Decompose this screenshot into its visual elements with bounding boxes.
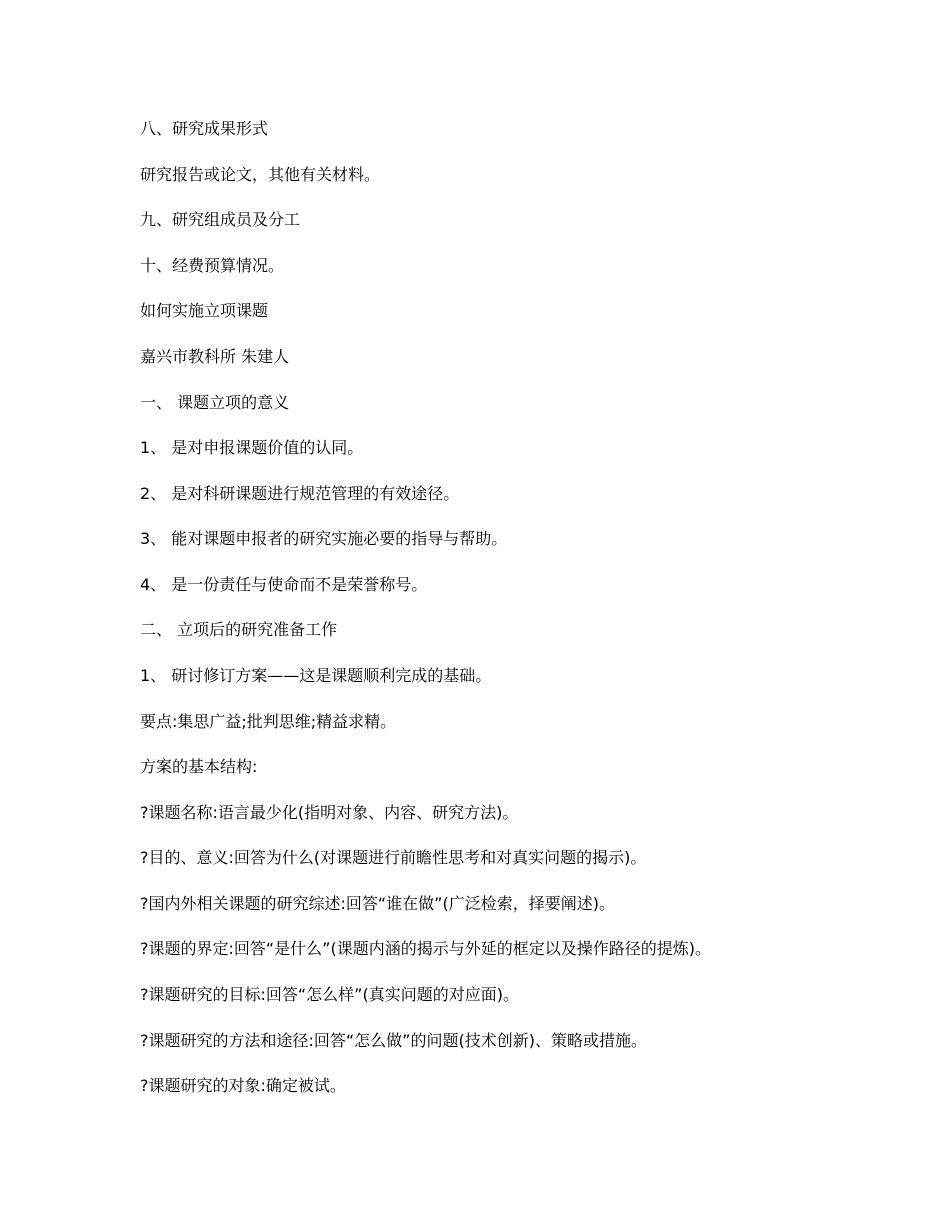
list-item: ?国内外相关课题的研究综述:回答“谁在做”(广泛检索，择要阐述)。 [140, 894, 615, 913]
list-item: ?课题研究的方法和途径:回答“怎么做”的问题(技术创新)、策略或措施。 [140, 1031, 647, 1050]
heading-project-significance: 一、 课题立项的意义 [140, 393, 290, 412]
heading-research-members: 九、研究组成员及分工 [140, 210, 301, 229]
paragraph-plan-structure: 方案的基本结构: [140, 757, 258, 776]
list-item: 4、 是一份责任与使命而不是荣誉称号。 [140, 575, 428, 594]
list-item: 1、 研讨修订方案——这是课题顺利完成的基础。 [140, 666, 492, 685]
list-item: ?目的、意义:回答为什么(对课题进行前瞻性思考和对真实问题的揭示)。 [140, 848, 647, 867]
list-item: ?课题的界定:回答“是什么”(课题内涵的揭示与外延的框定以及操作路径的提炼)。 [140, 939, 711, 958]
heading-research-results-form: 八、研究成果形式 [140, 119, 269, 138]
list-item: ?课题研究的目标:回答“怎么样”(真实问题的对应面)。 [140, 985, 519, 1004]
list-item: 1、 是对申报课题价值的认同。 [140, 438, 364, 457]
author-line: 嘉兴市教科所 朱建人 [140, 347, 290, 366]
list-item: ?课题研究的对象:确定被试。 [140, 1076, 346, 1095]
paragraph-research-report: 研究报告或论文，其他有关材料。 [140, 165, 381, 184]
list-item: 3、 能对课题申报者的研究实施必要的指导与帮助。 [140, 529, 508, 548]
heading-budget: 十、经费预算情况。 [140, 256, 285, 275]
heading-preparation-work: 二、 立项后的研究准备工作 [140, 620, 338, 639]
section-title-implement-project: 如何实施立项课题 [140, 301, 269, 320]
list-item: ?课题名称:语言最少化(指明对象、内容、研究方法)。 [140, 803, 519, 822]
list-item: 2、 是对科研课题进行规范管理的有效途径。 [140, 484, 460, 503]
paragraph-key-points: 要点:集思广益;批判思维;精益求精。 [140, 712, 397, 731]
